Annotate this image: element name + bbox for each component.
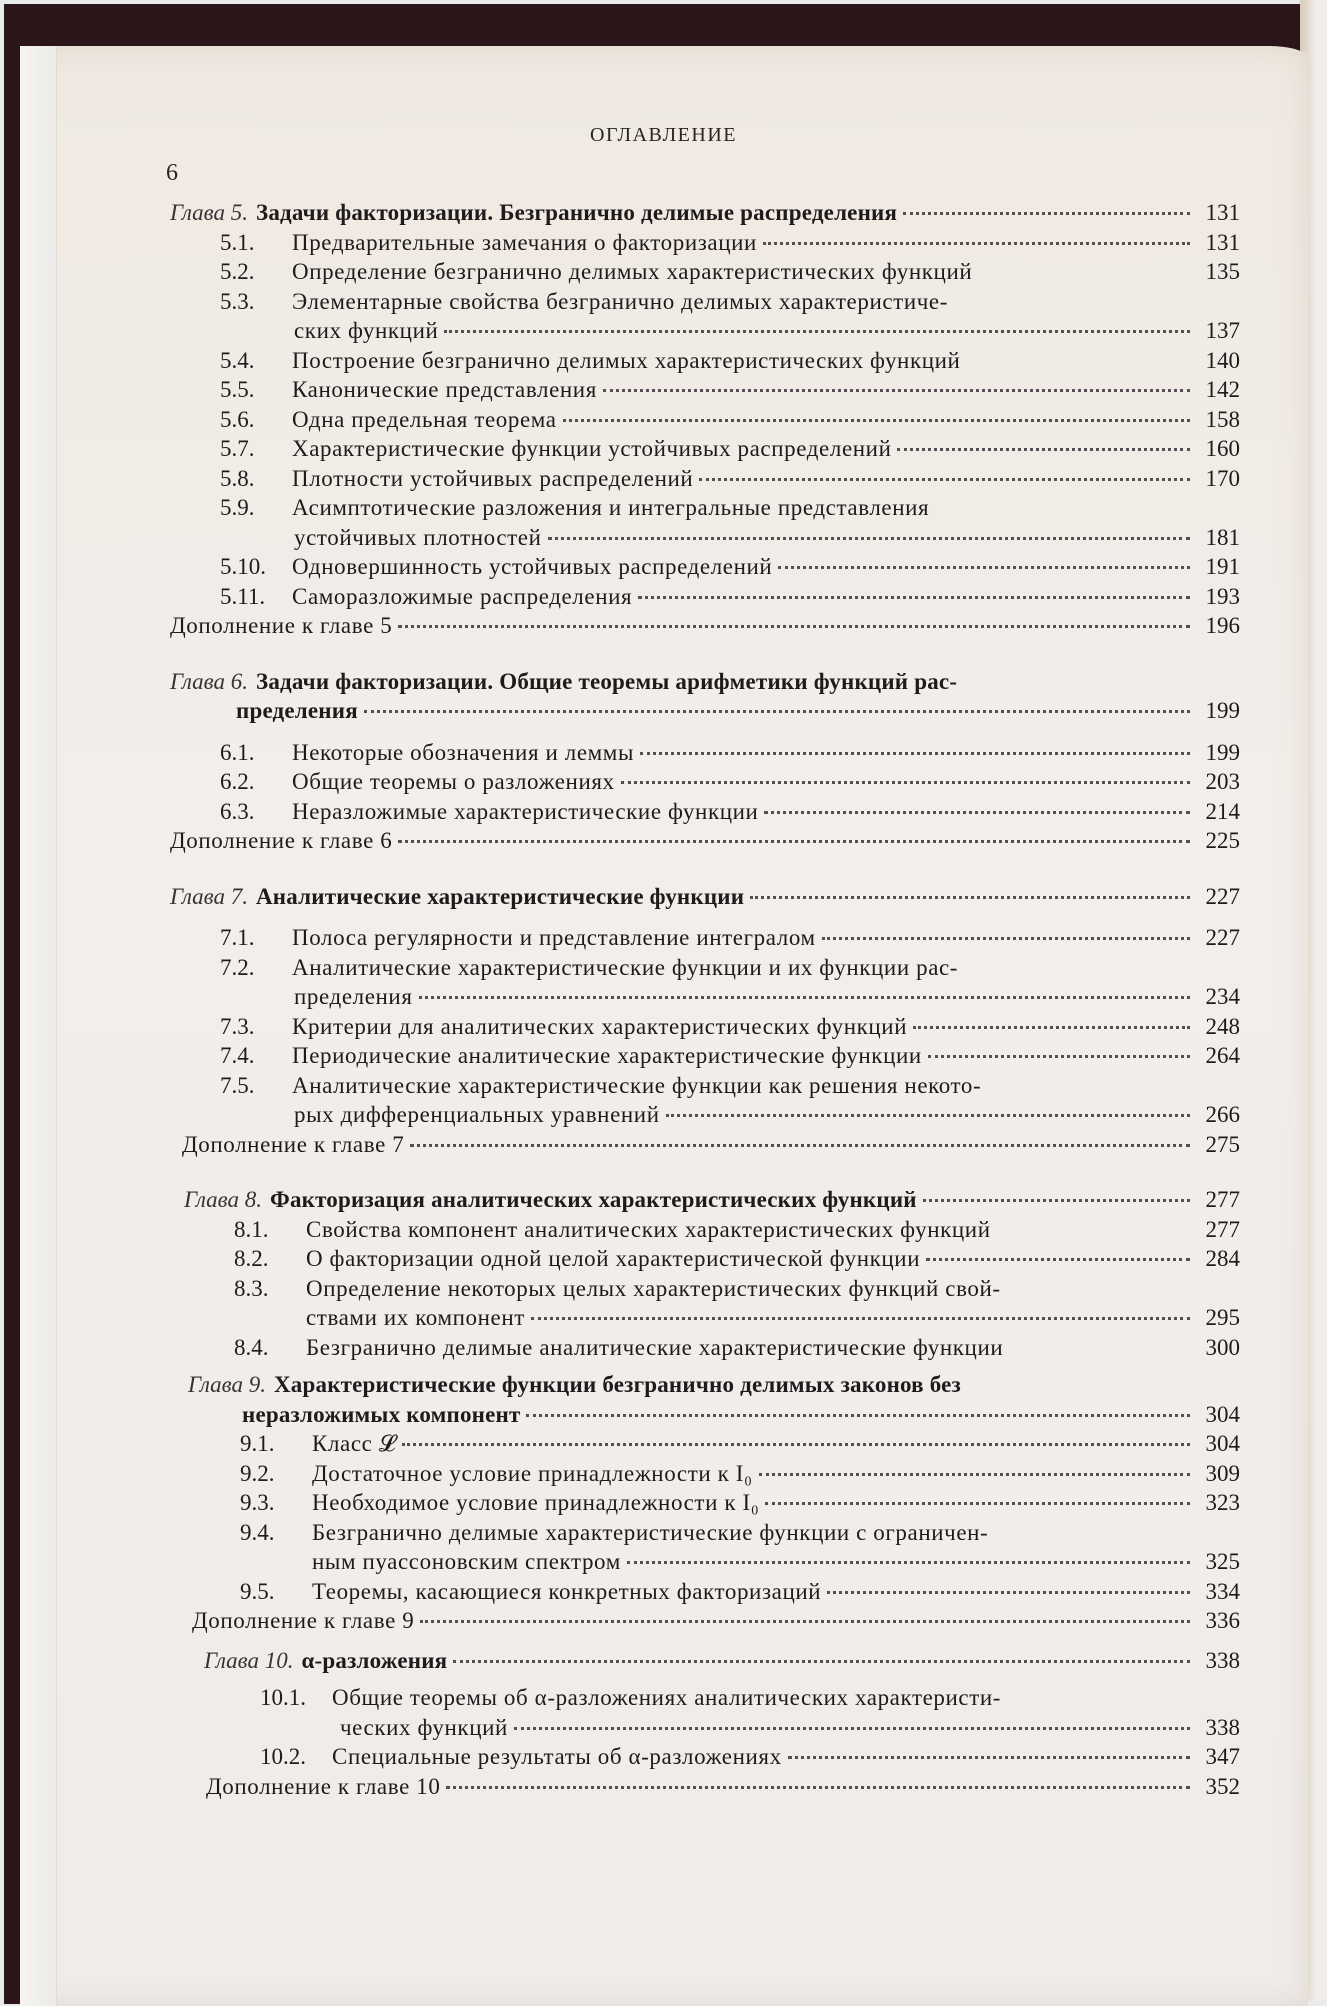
section-title-cont: ным пуассоновским спектром bbox=[312, 1549, 621, 1574]
section-number: 5.3. bbox=[220, 288, 255, 314]
section-number: 7.2. bbox=[220, 954, 255, 980]
dot-leader bbox=[603, 388, 1190, 392]
section-title: Периодические аналитические характеристические функции bbox=[292, 1043, 922, 1068]
chapter-title: Факторизация аналитических характеристических функций bbox=[270, 1187, 917, 1212]
appendix-title: Дополнение к главе 10 bbox=[206, 1773, 441, 1799]
toc-section[interactable] bbox=[170, 1577, 1240, 1607]
section-title: Предварительные замечания о факторизации bbox=[292, 229, 757, 255]
page-ref: 347 bbox=[1205, 1744, 1240, 1769]
dot-leader bbox=[638, 595, 1190, 599]
chapter-label: Глава 5. bbox=[170, 200, 248, 225]
section-title: Специальные результаты об α-разложениях bbox=[332, 1744, 782, 1769]
dot-leader bbox=[928, 1054, 1190, 1058]
dot-leader bbox=[666, 1113, 1190, 1117]
dot-leader bbox=[827, 1590, 1190, 1594]
section-title: Достаточное условие принадлежности к I₀ bbox=[312, 1460, 753, 1486]
toc-section[interactable] bbox=[170, 1274, 1240, 1304]
page-ref: 277 bbox=[1205, 1216, 1240, 1242]
section-number: 6.1. bbox=[220, 739, 255, 765]
page-ref: 338 bbox=[1205, 1647, 1240, 1673]
dot-leader bbox=[402, 1442, 1190, 1446]
page-ref: 295 bbox=[1205, 1305, 1240, 1330]
toc-appendix[interactable] bbox=[170, 611, 1240, 641]
page-ref: 227 bbox=[1205, 925, 1240, 950]
dot-leader bbox=[364, 709, 1190, 713]
page-ref: 142 bbox=[1205, 377, 1240, 402]
dot-leader bbox=[627, 1560, 1190, 1564]
page-ref: 234 bbox=[1205, 984, 1240, 1009]
page-ref: 323 bbox=[1205, 1490, 1240, 1515]
dot-leader bbox=[778, 565, 1190, 569]
section-number: 9.1. bbox=[240, 1431, 275, 1456]
toc-section[interactable] bbox=[170, 464, 1240, 494]
section-title: Общие теоремы об α-разложениях аналитических характеристи- bbox=[332, 1685, 1002, 1710]
page-ref: 304 bbox=[1205, 1431, 1240, 1456]
chapter-title: Задачи факторизации. Общие теоремы арифметики функций рас- bbox=[256, 668, 958, 694]
section-number: 8.1. bbox=[234, 1216, 269, 1242]
toc-section-continuation[interactable] bbox=[170, 1713, 1240, 1743]
toc-section[interactable] bbox=[170, 1742, 1240, 1772]
section-title-cont: ческих функций bbox=[340, 1714, 508, 1740]
toc-chapter-9[interactable] bbox=[170, 1370, 1240, 1400]
section-title: О факторизации одной целой характеристической функции bbox=[306, 1246, 921, 1271]
section-number: 5.4. bbox=[220, 347, 255, 373]
toc-section[interactable] bbox=[170, 953, 1240, 983]
dot-leader bbox=[398, 624, 1190, 628]
section-title: Одновершинность устойчивых распределений bbox=[292, 554, 773, 579]
toc-appendix[interactable] bbox=[170, 1130, 1240, 1160]
chapter-title-cont: пределения bbox=[236, 698, 358, 723]
dot-leader bbox=[419, 995, 1190, 999]
toc-section-continuation[interactable] bbox=[170, 1100, 1240, 1130]
dot-leader bbox=[531, 1316, 1190, 1320]
section-number: 7.5. bbox=[220, 1072, 255, 1098]
page-ref: 181 bbox=[1205, 524, 1240, 550]
page-ref: 131 bbox=[1205, 200, 1240, 225]
chapter-label: Глава 6. bbox=[170, 668, 248, 694]
page-ref: 158 bbox=[1205, 406, 1240, 432]
toc-section[interactable] bbox=[170, 1215, 1240, 1245]
dot-leader bbox=[640, 751, 1190, 755]
section-number: 9.5. bbox=[240, 1578, 275, 1604]
section-title: Определение некоторых целых характеристических функций свой- bbox=[306, 1275, 1001, 1301]
dot-leader bbox=[410, 1143, 1190, 1147]
toc-section[interactable] bbox=[170, 1518, 1240, 1548]
page-ref: 352 bbox=[1205, 1773, 1240, 1799]
dot-leader bbox=[913, 1025, 1190, 1029]
section-title: Критерии для аналитических характеристических функций bbox=[292, 1013, 908, 1039]
dot-leader bbox=[398, 839, 1190, 843]
toc-chapter-continuation[interactable] bbox=[170, 1400, 1240, 1430]
section-number: 7.1. bbox=[220, 925, 255, 950]
toc-section[interactable] bbox=[170, 287, 1240, 317]
section-number: 8.2. bbox=[234, 1246, 269, 1271]
section-title: Полоса регулярности и представление интегралом bbox=[292, 925, 816, 950]
dot-leader bbox=[978, 273, 1190, 274]
section-number: 8.4. bbox=[234, 1334, 269, 1360]
section-title: Плотности устойчивых распределений bbox=[292, 465, 694, 491]
page-ref: 334 bbox=[1205, 1578, 1240, 1604]
appendix-title: Дополнение к главе 9 bbox=[192, 1608, 415, 1633]
toc-section[interactable] bbox=[170, 493, 1240, 523]
page-ref: 199 bbox=[1205, 698, 1240, 723]
toc-section[interactable] bbox=[170, 797, 1240, 827]
page-ref: 135 bbox=[1205, 259, 1240, 284]
chapter-title: Аналитические характеристические функции bbox=[256, 883, 745, 909]
section-number: 5.2. bbox=[220, 259, 255, 284]
chapter-label: Глава 9. bbox=[188, 1372, 266, 1397]
section-title: Неразложимые характеристические функции bbox=[292, 798, 759, 824]
page-ref: 325 bbox=[1205, 1549, 1240, 1574]
toc-appendix[interactable] bbox=[170, 1606, 1240, 1636]
dot-leader bbox=[764, 810, 1190, 814]
section-title-cont: рых дифференциальных уравнений bbox=[294, 1102, 660, 1127]
section-number: 6.3. bbox=[220, 798, 255, 824]
section-title: Общие теоремы о разложениях bbox=[292, 769, 615, 794]
section-number: 5.7. bbox=[220, 436, 255, 461]
section-title-cont: устойчивых плотностей bbox=[294, 524, 542, 550]
section-number: 5.11. bbox=[220, 583, 266, 609]
toc-section[interactable] bbox=[170, 923, 1240, 953]
toc-chapter-7[interactable] bbox=[170, 882, 1240, 912]
toc-section[interactable] bbox=[170, 346, 1240, 376]
toc-section[interactable] bbox=[170, 405, 1240, 435]
toc-section-continuation[interactable] bbox=[170, 316, 1240, 346]
dot-leader bbox=[444, 329, 1190, 333]
page-ref: 248 bbox=[1205, 1013, 1240, 1039]
appendix-title: Дополнение к главе 7 bbox=[182, 1131, 405, 1157]
dot-leader bbox=[822, 936, 1190, 940]
toc-appendix[interactable] bbox=[170, 826, 1240, 856]
section-number: 9.2. bbox=[240, 1460, 275, 1486]
toc-section[interactable] bbox=[170, 375, 1240, 405]
dot-leader bbox=[903, 211, 1190, 215]
dot-leader bbox=[759, 1472, 1190, 1476]
chapter-label: Глава 10. bbox=[204, 1647, 294, 1673]
dot-leader bbox=[526, 1413, 1190, 1417]
section-title: Одна предельная теорема bbox=[292, 406, 557, 432]
toc-section[interactable] bbox=[170, 228, 1240, 258]
chapter-title: α-разложения bbox=[301, 1647, 448, 1673]
dot-leader bbox=[750, 895, 1190, 899]
section-title-cont: пределения bbox=[294, 984, 413, 1009]
page-ref: 203 bbox=[1205, 769, 1240, 794]
dot-leader bbox=[923, 1198, 1190, 1202]
toc-section[interactable] bbox=[170, 1429, 1240, 1459]
toc-section[interactable] bbox=[170, 1244, 1240, 1274]
page-ref: 300 bbox=[1205, 1334, 1240, 1360]
page-ref: 304 bbox=[1205, 1401, 1240, 1427]
toc-section[interactable] bbox=[170, 552, 1240, 582]
page-ref: 140 bbox=[1205, 347, 1240, 373]
dot-leader bbox=[763, 241, 1190, 245]
page-ref: 227 bbox=[1205, 883, 1240, 909]
toc-section[interactable] bbox=[170, 1459, 1240, 1489]
page-ref: 170 bbox=[1205, 465, 1240, 491]
page-ref: 275 bbox=[1205, 1131, 1240, 1157]
section-title: Некоторые обозначения и леммы bbox=[292, 739, 634, 765]
toc-section-continuation[interactable] bbox=[170, 523, 1240, 553]
section-title: Канонические представления bbox=[292, 377, 597, 402]
toc-section-continuation[interactable] bbox=[170, 982, 1240, 1012]
toc-chapter-8[interactable] bbox=[170, 1185, 1240, 1215]
page-ref: 338 bbox=[1205, 1714, 1240, 1740]
toc-section[interactable] bbox=[170, 767, 1240, 797]
section-title: Определение безгранично делимых характеристических функций bbox=[292, 259, 973, 284]
toc-section[interactable] bbox=[170, 434, 1240, 464]
page-gutter bbox=[20, 46, 57, 2006]
dot-leader bbox=[420, 1619, 1190, 1623]
toc-section[interactable] bbox=[170, 738, 1240, 768]
page-ref: 193 bbox=[1205, 583, 1240, 609]
dot-leader bbox=[788, 1755, 1190, 1759]
page-ref: 264 bbox=[1205, 1043, 1240, 1068]
dot-leader bbox=[699, 477, 1190, 481]
page-number: 6 bbox=[166, 160, 178, 186]
page-ref: 137 bbox=[1205, 318, 1240, 343]
section-title: Аналитические характеристические функции как решения некото- bbox=[292, 1072, 982, 1098]
toc-section[interactable] bbox=[170, 1488, 1240, 1518]
dot-leader bbox=[446, 1785, 1190, 1789]
page-ref: 160 bbox=[1205, 436, 1240, 461]
dot-leader bbox=[563, 418, 1190, 422]
section-title: Безгранично делимые характеристические функции с ограничен- bbox=[312, 1519, 989, 1545]
section-title: Саморазложимые распределения bbox=[292, 583, 633, 609]
section-number: 9.4. bbox=[240, 1519, 275, 1545]
toc-chapter-10[interactable] bbox=[170, 1646, 1240, 1676]
section-number: 5.1. bbox=[220, 229, 255, 255]
section-number: 8.3. bbox=[234, 1275, 269, 1301]
toc-chapter-continuation[interactable] bbox=[170, 696, 1240, 726]
dot-leader bbox=[926, 1257, 1190, 1261]
section-title: Свойства компонент аналитических характеристических функций bbox=[306, 1216, 991, 1242]
toc-section[interactable] bbox=[170, 257, 1240, 287]
section-number: 6.2. bbox=[220, 769, 255, 794]
toc-chapter-5[interactable] bbox=[170, 198, 1240, 228]
section-number: 5.5. bbox=[220, 377, 255, 402]
page-ref: 225 bbox=[1205, 828, 1240, 853]
section-title: Теоремы, касающиеся конкретных факторизаций bbox=[312, 1578, 822, 1604]
page-ref: 131 bbox=[1205, 229, 1240, 255]
section-title-cont: ских функций bbox=[294, 318, 439, 343]
chapter-title: Задачи факторизации. Безгранично делимые распределения bbox=[256, 200, 898, 225]
page-ref: 336 bbox=[1205, 1608, 1240, 1633]
section-number: 5.8. bbox=[220, 465, 255, 491]
section-number: 7.3. bbox=[220, 1013, 255, 1039]
page-ref: 266 bbox=[1205, 1102, 1240, 1127]
section-number: 9.3. bbox=[240, 1490, 275, 1515]
page-ref: 309 bbox=[1205, 1460, 1240, 1486]
dot-leader bbox=[621, 780, 1190, 784]
toc-appendix[interactable] bbox=[170, 1772, 1240, 1802]
toc-section[interactable] bbox=[170, 1071, 1240, 1101]
chapter-title-cont: неразложимых компонент bbox=[242, 1401, 521, 1427]
toc-section-continuation[interactable] bbox=[170, 1303, 1240, 1333]
running-head: ОГЛАВЛЕНИЕ bbox=[590, 124, 737, 146]
section-number: 7.4. bbox=[220, 1043, 255, 1068]
appendix-title: Дополнение к главе 5 bbox=[170, 613, 393, 638]
dot-leader bbox=[548, 536, 1191, 540]
dot-leader bbox=[1009, 1349, 1190, 1350]
toc-section[interactable] bbox=[170, 1041, 1240, 1071]
dot-leader bbox=[765, 1501, 1190, 1505]
page-ref: 191 bbox=[1205, 554, 1240, 579]
toc-section[interactable] bbox=[170, 1683, 1240, 1713]
chapter-label: Глава 8. bbox=[184, 1187, 262, 1212]
toc-section[interactable] bbox=[170, 582, 1240, 612]
section-title: Аналитические характеристические функции и их функции рас- bbox=[292, 954, 959, 980]
dot-leader bbox=[997, 1231, 1190, 1232]
section-title: Построение безгранично делимых характеристических функций bbox=[292, 347, 961, 373]
section-title: Асимптотические разложения и интегральные представления bbox=[292, 495, 930, 520]
section-title: Класс 𝓛 bbox=[312, 1431, 397, 1456]
section-title-cont: ствами их компонент bbox=[306, 1305, 525, 1330]
page-ref: 277 bbox=[1205, 1187, 1240, 1212]
dot-leader bbox=[514, 1726, 1190, 1730]
page-ref: 284 bbox=[1205, 1246, 1240, 1271]
dot-leader bbox=[453, 1659, 1190, 1663]
page-ref: 196 bbox=[1205, 613, 1240, 638]
page-ref: 199 bbox=[1205, 739, 1240, 765]
section-number: 5.6. bbox=[220, 406, 255, 432]
chapter-title: Характеристические функции безгранично делимых законов без bbox=[274, 1372, 961, 1397]
toc-chapter-6[interactable] bbox=[170, 667, 1240, 697]
table-of-contents bbox=[170, 198, 1240, 1801]
chapter-label: Глава 7. bbox=[170, 883, 248, 909]
dot-leader bbox=[966, 362, 1190, 363]
section-number: 10.2. bbox=[260, 1744, 306, 1769]
page-ref: 214 bbox=[1205, 798, 1240, 824]
section-title: Характеристические функции устойчивых распределений bbox=[292, 436, 892, 461]
section-number: 5.9. bbox=[220, 495, 255, 520]
section-title: Необходимое условие принадлежности к I₀ bbox=[312, 1490, 760, 1515]
section-number: 5.10. bbox=[220, 554, 266, 579]
dot-leader bbox=[897, 447, 1190, 451]
toc-section[interactable] bbox=[170, 1333, 1240, 1363]
section-title: Безгранично делимые аналитические характеристические функции bbox=[306, 1334, 1004, 1360]
section-title: Элементарные свойства безгранично делимых характеристиче- bbox=[292, 288, 948, 314]
appendix-title: Дополнение к главе 6 bbox=[170, 828, 393, 853]
toc-section-continuation[interactable] bbox=[170, 1547, 1240, 1577]
section-number: 10.1. bbox=[260, 1685, 306, 1710]
toc-section[interactable] bbox=[170, 1012, 1240, 1042]
